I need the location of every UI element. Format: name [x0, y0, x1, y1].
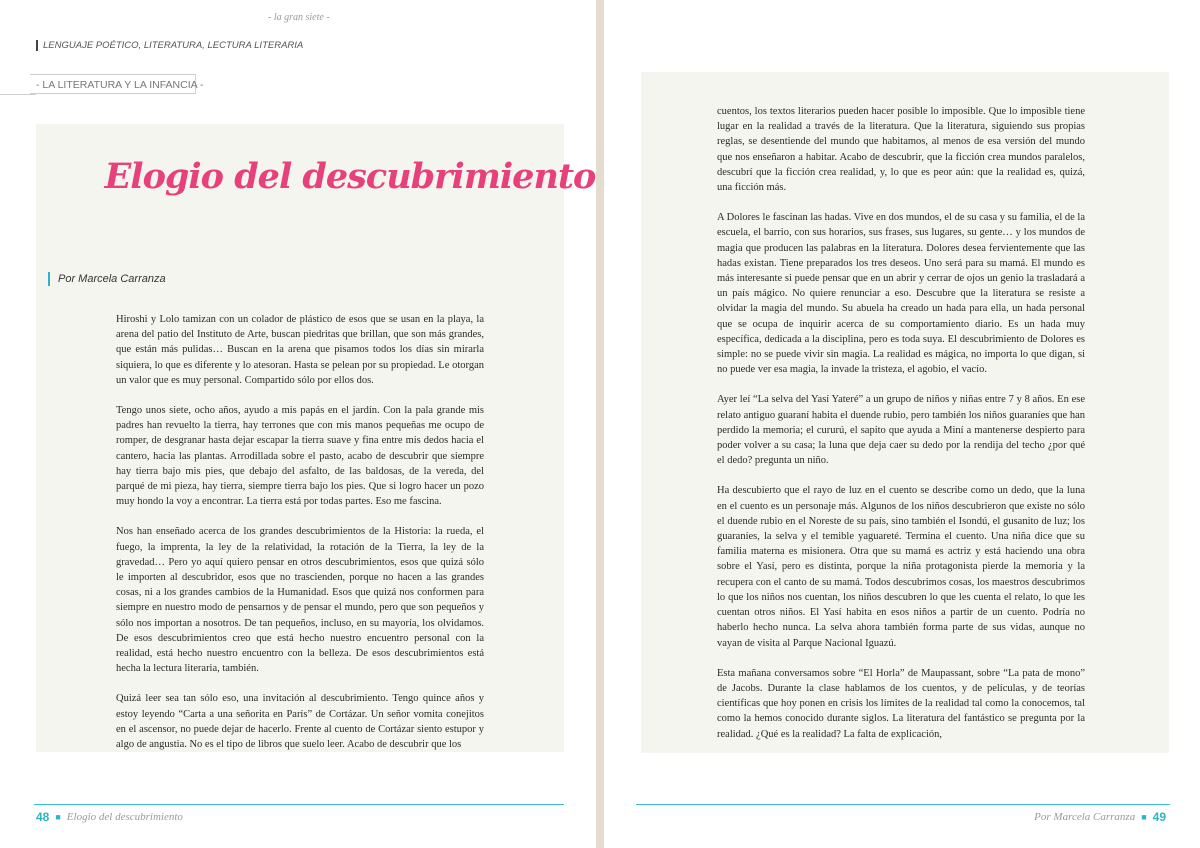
paragraph: cuentos, los textos literarios pueden hacer posible lo imposible. Que lo imposible tiene lugar en la realidad a través de la literatura. Que la literatura, siguiendo sus propias reglas, se desentiende del mundo que habitamos, al menos de esa versión del mundo que nos enseñaron a habitar. Acabo de descubrir, que la ficción crea mundos paralelos, descubrí que la ficción crea realidad, y, lo que es peor aún: que la realidad es, quizá, una ficción más. [717, 106, 1085, 194]
bullet-icon: ■ [55, 812, 61, 822]
bullet-icon: ■ [1141, 812, 1147, 822]
subsection-tab: - LA LITERATURA Y LA INFANCIA - [30, 74, 196, 94]
footer-right [1034, 810, 1166, 824]
paragraph: Ayer leí “La selva del Yasí Yateré” a un grupo de niños y niñas entre 7 y 8 años. En ese relato antiguo guaraní habita el duende rubio, pero también los niños guaraníes que han perdido la memoria; el cururú, el sapito que ayuda a Miní a mantenerse despierto para poder volver a su casa; la luna que deja caer su dedo por la rendija del techo ¿por qué el dedo? pregunta un niño. [717, 394, 1085, 467]
right-column [717, 104, 1085, 742]
footer-author: Por Marcela Carranza [1034, 811, 1136, 823]
footer-rule-right [636, 804, 1170, 805]
footer-title: Elogio del descubrimiento [66, 811, 183, 823]
article-byline: Por Marcela Carranza [48, 272, 166, 286]
running-kicker: - la gran siete - [268, 12, 330, 23]
page-number-right: 49 [1152, 810, 1166, 824]
subsection-rule [0, 94, 36, 95]
paragraph: Hiroshi y Lolo tamizan con un colador de plástico de esos que se usan en la playa, la arena del patio del Instituto de Arte, buscan piedritas que brillan, que son más grandes, que están más pulidas… Buscan en la arena que pisamos todos los días sin mirarla siquiera, lo que es diferente y lo atesoran. Hasta se pelean por su propiedad. Le otorgan un valor que es muy personal. Compartido sólo por ellos dos. [116, 314, 484, 386]
section-heading [36, 40, 303, 51]
paragraph: Esta mañana conversamos sobre “El Horla” de Maupassant, sobre “La pata de mono” de Jacobs. Durante la clase hablamos de los cuentos, y de películas, y de teorías científicas que hoy ponen en crisis los límites de la realidad tal como la conocemos, tal como la hemos conocido durante siglos. La literatura del fantástico se pregunta por la realidad. ¿Qué es la realidad? La falta de explicación, [717, 667, 1085, 740]
article-title: Elogio del descubrimiento [104, 156, 596, 197]
left-column [116, 312, 484, 752]
section-marker [36, 40, 38, 51]
paragraph: Nos han enseñado acerca de los grandes descubrimientos de la Historia: la rueda, el fuego, la imprenta, la ley de la relatividad, la rotación de la Tierra, la ley de la gravedad… Pero yo aquí quiero pensar en otros descubrimientos, esos que quizá sólo le importen al descubridor, esos que no trascienden, porque no hacen a las grandes cosas, ni a los grandes cambios de la Humanidad. Esos que quizá nos conformen para siempre en nuestro modo de pensarnos y de pensar el mundo, pero que son pequeños y sólo nos importan a nosotros. De tan pequeños, incluso, en su mayoría, los olvidamos. De esos descubrimientos creo que está hecho nuestro encuentro personal con la realidad, está hecho nuestro encuentro con la belleza. De esos descubrimientos está hecha la lectura literaria, también. [116, 526, 484, 675]
paragraph: A Dolores le fascinan las hadas. Vive en dos mundos, el de su casa y su familia, el de la escuela, el barrio, con sus horarios, sus frases, sus lugares, su gente… y los mundos de magia que producen las palabras en la literatura. Dolores desea fervientemente que las hadas existan. Tiene preparados los tres deseos. Uno será para su mamá. El mundo es más interesante si puede pensar que en un abrir y cerrar de ojos un genio la trasladará a un país mágico. No quiere renunciar a eso. Descubre que la literatura se resiste a olvidar la magia del mundo. Su abuela ha creado un hada para ella, un hada personal que se ocupa de inquirir acerca de su comportamiento diario. Es un hada muy específica, dedicada a la disciplina, pero es toda suya. El descubrimiento de Dolores es simple: no se puede vivir sin magia. La realidad es mágica, no importa lo que digan, si no puede ver esa magia, la invade la tristeza, el agobio, el vacío. [717, 212, 1085, 376]
page-gutter [596, 0, 604, 848]
paragraph: Quizá leer sea tan sólo eso, una invitación al descubrimiento. Tengo quince años y estoy leyendo “Carta a una señorita en París” de Cortázar. Un señor vomita conejitos en el ascensor, no puede dejar de hacerlo. Frente al cuento de Cortázar siento estupor y algo de angustia. No es el tipo de libros que suelo leer. Acabo de descubrir que los [116, 693, 484, 751]
paragraph: Tengo unos siete, ocho años, ayudo a mis papás en el jardín. Con la pala grande mis padres han revuelto la tierra, hay terrones que con mis manos pequeñas me ocupo de romper, de desgranar hasta dejar escapar la tierra suave y fina entre mis dedos hacia el cantero, hacia las plantas. Arrodillada sobre el pasto, acabo de descubrir que siempre hay tierra bajo mis pies, que debajo del asfalto, de las baldosas, de la vereda, del parqué de mi pieza, hay tierra, siempre tierra bajo los pies. Que si logro hacer un pozo muy hondo la voy a encontrar. La tierra está por todas partes. Eso me fascina. [116, 405, 484, 508]
section-label: LENGUAJE POÉTICO, LITERATURA, LECTURA LITERARIA [43, 40, 304, 51]
page-number-left: 48 [36, 810, 50, 824]
footer-rule-left [34, 804, 564, 805]
footer-left [36, 810, 183, 824]
paragraph: Ha descubierto que el rayo de luz en el cuento se describe como un dedo, que la luna en el cuento es un personaje más. Algunos de los niños descubrieron que existe no sólo el duende rubio en el Noreste de su país, sino también el Isondú, el gusanito de luz; los guaraníes, la selva y el temible yaguareté. Termina el cuento. Una niña dice que su familia materna es misionera. Otra que su mamá es actriz y está haciendo una obra sobre el Yasí, pero es distinta, porque la niña protagonista pierde la memoria y la recupera con el canto de su mamá. Todos descubrimos cosas, los maestros descubrimos lo que los niños nos cuentan, los niños descubren lo que les cuenta el relato, lo que les cuentan otros niños. El Yasí habita en esos niños a partir de un cuento. Podría no haberlo hecho nunca. La selva ahora también forma parte de sus vidas, aunque no vayan de visita al Parque Nacional Iguazú. [717, 485, 1085, 649]
